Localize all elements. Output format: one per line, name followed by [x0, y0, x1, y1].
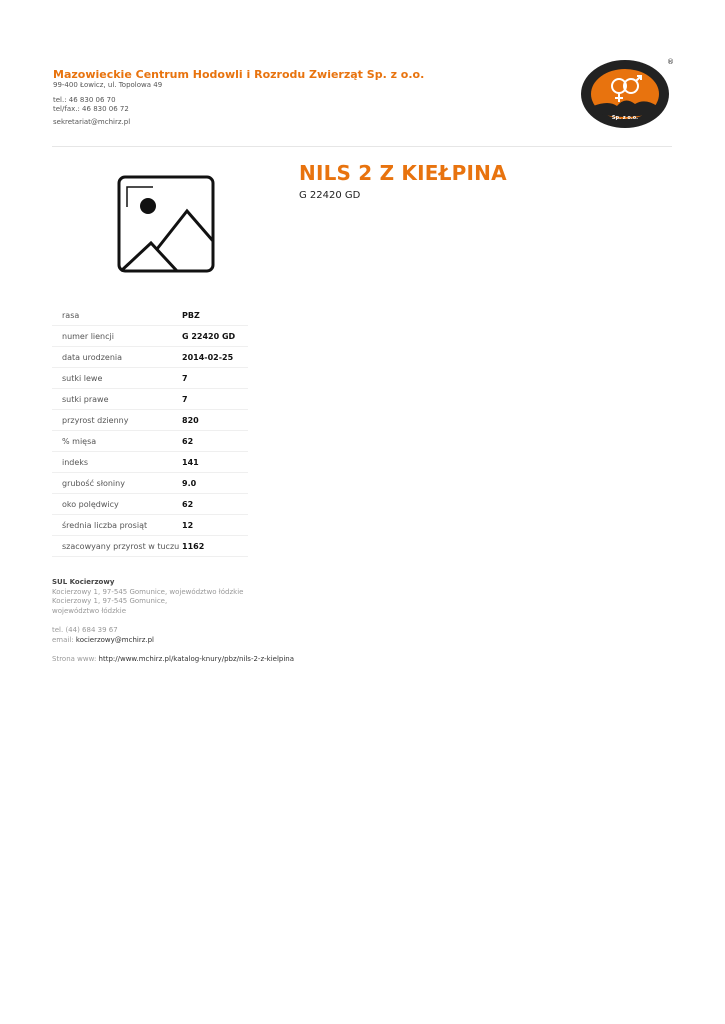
attr-label: sutki prawe	[52, 389, 182, 410]
farm-tel: tel. (44) 684 39 67	[52, 626, 118, 634]
attr-value: PBZ	[182, 305, 248, 326]
product-code: G 22420 GD	[299, 190, 361, 201]
attr-value: G 22420 GD	[182, 326, 248, 347]
attr-value: 9.0	[182, 473, 248, 494]
company-name: Mazowieckie Centrum Hodowli i Rozrodu Zwierząt Sp. z o.o.	[53, 68, 425, 81]
farm-www-label: Strona www:	[52, 655, 99, 663]
attr-label: sutki lewe	[52, 368, 182, 389]
attr-value: 141	[182, 452, 248, 473]
product-title: NILS 2 Z KIEŁPINA	[299, 161, 507, 185]
logo-registered-mark: ®	[667, 58, 674, 66]
farm-address: Kocierzowy 1, 97-545 Gomunice, województwo łódzkie	[52, 587, 244, 596]
farm-address-line2: województwo łódzkie	[52, 606, 127, 615]
attr-value: 820	[182, 410, 248, 431]
farm-www-link[interactable]: http://www.mchirz.pl/katalog-knury/pbz/nils-2-z-kielpina	[98, 655, 295, 663]
attr-label: % mięsa	[52, 431, 182, 452]
attr-label: przyrost dzienny	[52, 410, 182, 431]
table-row	[52, 305, 248, 326]
header-divider	[52, 146, 672, 147]
table-row	[52, 452, 248, 473]
attr-value: 7	[182, 368, 248, 389]
logo-bottom-text: Sp. z o.o.	[611, 115, 639, 121]
company-telfax: tel/fax.: 46 830 06 72	[53, 105, 129, 113]
attributes-table	[52, 305, 248, 557]
farm-www-row	[52, 655, 294, 665]
table-row	[52, 389, 248, 410]
attr-value: 12	[182, 515, 248, 536]
company-phones	[53, 96, 129, 114]
attr-value: 2014-02-25	[182, 347, 248, 368]
farm-address-line1: Kocierzowy 1, 97-545 Gomunice,	[52, 597, 168, 605]
company-email: sekretariat@mchirz.pl	[53, 118, 131, 126]
company-logo	[579, 56, 673, 130]
table-row	[52, 431, 248, 452]
attr-label: numer liencji	[52, 326, 182, 347]
attr-value: 62	[182, 431, 248, 452]
attr-label: data urodzenia	[52, 347, 182, 368]
attr-value: 1162	[182, 536, 248, 557]
attr-value: 7	[182, 389, 248, 410]
attr-label: szacowyany przyrost w tuczu	[52, 536, 182, 557]
table-row	[52, 473, 248, 494]
attr-label: oko polędwicy	[52, 494, 182, 515]
attr-label: indeks	[52, 452, 182, 473]
table-row	[52, 515, 248, 536]
table-row	[52, 410, 248, 431]
table-row	[52, 368, 248, 389]
attr-label: grubość słoniny	[52, 473, 182, 494]
attr-label: rasa	[52, 305, 182, 326]
table-row	[52, 494, 248, 515]
table-row	[52, 347, 248, 368]
attr-label: średnia liczba prosiąt	[52, 515, 182, 536]
company-address: 99-400 Łowicz, ul. Topolowa 49	[53, 81, 163, 89]
company-tel: tel.: 46 830 06 70	[53, 96, 116, 104]
farm-name: SUL Kocierzowy	[52, 578, 115, 586]
farm-email-label: email:	[52, 635, 76, 644]
farm-email-row	[52, 636, 294, 646]
farm-email-link[interactable]: kocierzowy@mchirz.pl	[75, 635, 154, 644]
attr-value: 62	[182, 494, 248, 515]
farm-info	[52, 578, 294, 665]
image-placeholder-icon	[117, 175, 217, 273]
table-row	[52, 536, 248, 557]
table-row	[52, 326, 248, 347]
